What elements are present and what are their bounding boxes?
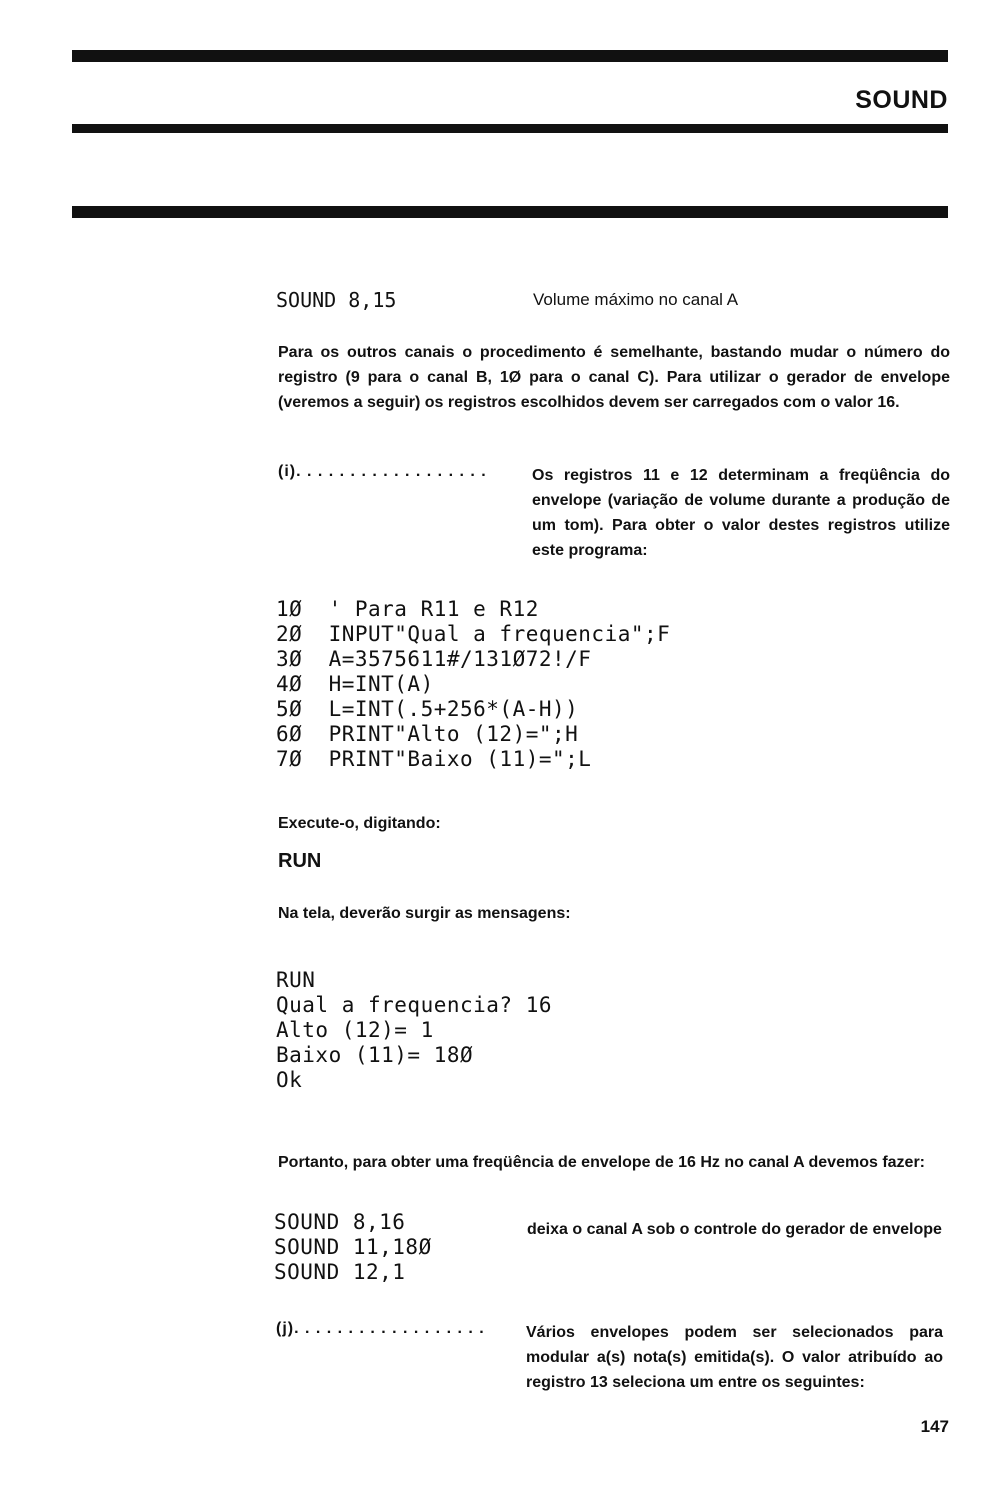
sound-command-line: SOUND 11,18Ø — [274, 1235, 432, 1259]
sound-command-description: Volume máximo no canal A — [533, 290, 739, 309]
execute-label: Execute-o, digitando: — [278, 815, 441, 832]
paragraph-other-channels: Para os outros canais o procedimento é semelhante, bastando mudar o número do registro (9 para o canal B, 1Ø para o canal C). Para utilizar o gerador de envelope (veremos a seguir) os registros escolhidos devem ser carregados com o valor 16. — [278, 344, 950, 411]
item-i-label: (i). . . . . . . . . . . . . . . . . . — [278, 463, 487, 480]
run-command: RUN — [278, 850, 322, 872]
output-line: Alto (12)= 1 — [276, 1018, 434, 1042]
output-line: Baixo (11)= 18Ø — [276, 1043, 474, 1067]
program-line: 5Ø L=INT(.5+256*(A-H)) — [276, 697, 579, 721]
basic-program-listing — [276, 597, 670, 772]
sound-command-line: SOUND 8,16 — [274, 1210, 406, 1234]
section-title: SOUND — [855, 86, 948, 114]
screen-messages-label: Na tela, deverão surgir as mensagens: — [278, 905, 571, 922]
page-number: 147 — [920, 1417, 949, 1436]
item-i-text: Os registros 11 e 12 determinam a freqüência do envelope (variação de volume durante a produção de um tom). Para obter o valor destes registros utilize este programa: — [532, 467, 950, 559]
program-line: 2Ø INPUT"Qual a frequencia";F — [276, 622, 671, 646]
program-line: 3Ø A=3575611#/131Ø72!/F — [276, 647, 592, 671]
sound-commands-description: deixa o canal A sob o controle do gerador de envelope — [527, 1221, 942, 1238]
program-line: 7Ø PRINT"Baixo (11)=";L — [276, 747, 592, 771]
output-line: Qual a frequencia? 16 — [276, 993, 553, 1017]
item-j-text: Vários envelopes podem ser selecionados para modular a(s) nota(s) emitida(s). O valor atribuído ao registro 13 seleciona um entre os seguintes: — [526, 1324, 943, 1391]
sound-command-code: SOUND 8,15 — [276, 288, 397, 312]
output-line: RUN — [276, 968, 316, 992]
header-rule — [72, 124, 948, 133]
program-line: 4Ø H=INT(A) — [276, 672, 434, 696]
sound-command-line: SOUND 12,1 — [274, 1260, 406, 1284]
program-line: 6Ø PRINT"Alto (12)=";H — [276, 722, 579, 746]
top-rule — [72, 50, 948, 62]
section-rule — [72, 206, 948, 218]
output-line: Ok — [276, 1068, 303, 1092]
program-line: 1Ø ' Para R11 e R12 — [276, 597, 539, 621]
paragraph-envelope-16hz: Portanto, para obter uma freqüência de envelope de 16 Hz no canal A devemos fazer: — [278, 1154, 925, 1171]
item-j-label: (j). . . . . . . . . . . . . . . . . . — [276, 1320, 485, 1337]
program-output — [276, 968, 552, 1093]
sound-commands-listing — [274, 1210, 432, 1285]
